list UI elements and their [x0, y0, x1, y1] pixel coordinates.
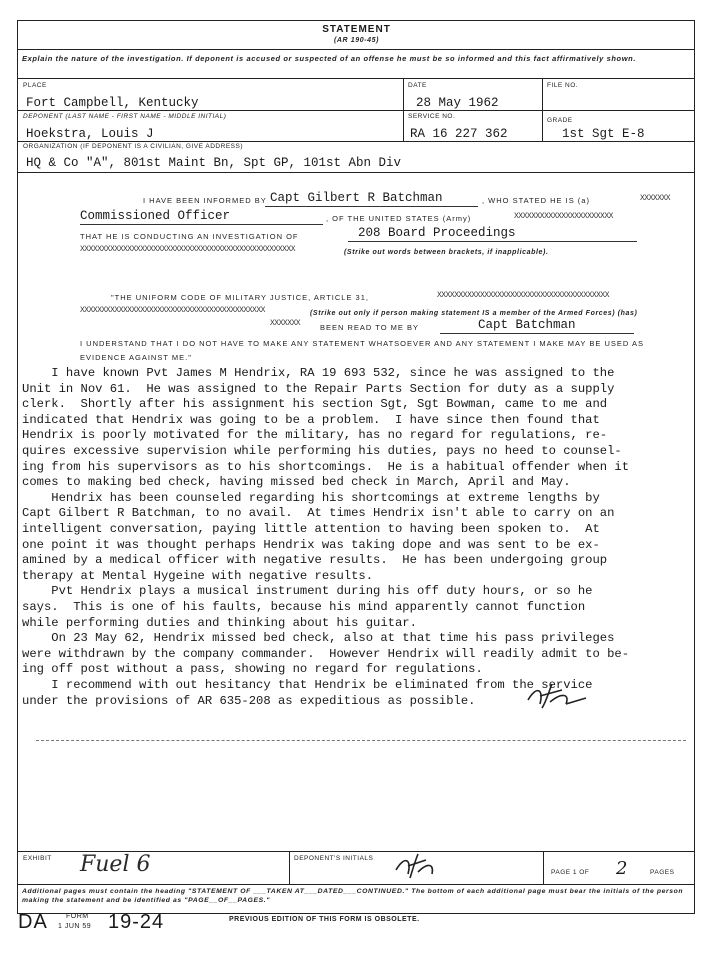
date-label: DATE — [408, 82, 427, 89]
statement-line: says. This is one of his faults, because his mind apparently cannot function — [22, 600, 586, 614]
statement-line: intelligent conversation, paying little attention to having been spoken to. At — [22, 522, 600, 536]
divider — [17, 141, 695, 142]
read-by-value — [440, 318, 634, 334]
statement-line: therapy at Mental Hygeine with negative results. — [22, 568, 374, 583]
understand-text: I UNDERSTAND THAT I DO NOT HAVE TO MAKE ANY STATEMENT WHATSOEVER AND ANY STATEMENT I MAKE MAY BE USED AS EVIDENCE AGAINST ME." — [80, 339, 644, 362]
form-instructions: Explain the nature of the investigation. If deponent is accused or suspected of an offense he must be so informed and this fact affirmatively shown. — [22, 54, 637, 63]
page-total: 2 — [616, 858, 628, 879]
informed-by-text: Capt Gilbert R Batchman — [270, 191, 443, 205]
date-value: 28 May 1962 — [416, 96, 499, 110]
service-no-label: SERVICE NO. — [408, 113, 456, 120]
additional-pages-note: Additional pages must contain the heading "STATEMENT OF ___TAKEN AT___DATED___CONTINUED." The bottom of each additional page must bear the initials of the person making the statement and be identified as "PAGE__OF__PAGES." — [22, 888, 684, 904]
preamble-line1-start: I HAVE BEEN INFORMED BY — [143, 196, 267, 205]
organization-value: HQ & Co "A", 801st Maint Bn, Spt GP, 101st Abn Div — [26, 156, 402, 170]
statement-line: ing from his supervisors as to his shortcomings. He is a habitual offender when it — [22, 459, 630, 474]
page-label-end: PAGES — [650, 869, 675, 876]
statement-line: On 23 May 62, Hendrix missed bed check, also at that time his pass privileges — [22, 631, 615, 646]
statement-line: clerk. Shortly after his assignment his section Sgt, Sgt Bowman, came to me and — [22, 397, 608, 412]
service-no-value: RA 16 227 362 — [410, 127, 508, 141]
read-by-name: Capt Batchman — [478, 318, 576, 332]
exhibit-value: Fuel 6 — [80, 852, 151, 877]
preamble-line3-start: THAT HE IS CONDUCTING AN INVESTIGATION OF — [80, 232, 299, 241]
organization-label: ORGANIZATION (IF DEPONENT IS A CIVILIAN, GIVE ADDRESS) — [23, 143, 243, 150]
grade-label: GRADE — [547, 117, 573, 124]
form-regulation: (AR 190-45) — [333, 37, 380, 44]
divider — [543, 851, 544, 884]
investigation-text: 208 Board Proceedings — [358, 226, 516, 240]
divider — [17, 110, 695, 111]
status-text: Commissioned Officer — [80, 209, 231, 223]
file-no-label: FILE NO. — [547, 82, 579, 89]
strike-only-note: (Strike out only if person making statement IS a member of the Armed Forces) (has) — [310, 310, 638, 317]
read-by-text: BEEN READ TO ME BY — [320, 323, 419, 332]
statement-line: comes to making bed check, having missed bed check in March, April and May. — [22, 475, 571, 490]
form-date: 1 JUN 59 — [58, 923, 92, 930]
divider — [17, 78, 695, 79]
struck-text: XXXXXXXXXXXXXXXXXXXXXXXXXXXXXXXXXXXXXXXXXXX — [80, 306, 265, 315]
statement-line: I have known Pvt James M Hendrix, RA 19 693 532, since he was assigned to the — [22, 366, 615, 380]
statement-line: Unit in Nov 61. He was assigned to the Repair Parts Section for duty as a supply — [22, 381, 615, 396]
deponent-label: DEPONENT (LAST NAME - FIRST NAME - MIDDLE INITIAL) — [23, 113, 227, 120]
form-number: 19-24 — [108, 911, 165, 933]
statement-line: amined by a medical officer with negative results. He has been undergoing group — [22, 553, 608, 568]
statement-line: ing off post without a pass, showing no regard for regulations. — [22, 662, 483, 677]
statement-line: indicated that Hendrix was going to be a problem. I have since then found that — [22, 412, 600, 427]
preamble-line1-end: , WHO STATED HE IS (a) — [482, 196, 590, 205]
place-value: Fort Campbell, Kentucky — [26, 96, 199, 110]
ucmj-start: "THE UNIFORM CODE OF MILITARY JUSTICE, ARTICLE 31, — [111, 293, 369, 302]
statement-line: were withdrawn by the company commander. However Hendrix will readily admit to be- — [22, 646, 630, 661]
struck-text: XXXXXXXXXXXXXXXXXXXXXXXXXXXXXXXXXXXXXXXXXXXXXXXXXX — [80, 245, 296, 254]
page-label-start: PAGE 1 OF — [551, 869, 590, 876]
form-prefix: DA — [18, 911, 48, 933]
statement-line: Capt Gilbert R Batchman, to no avail. At times Hendrix isn't able to carry on an — [22, 506, 615, 521]
grade-value: 1st Sgt E-8 — [562, 127, 645, 141]
divider — [17, 172, 695, 173]
statement-line: Hendrix is poorly motivated for the military, has no regard for regulations, re- — [22, 428, 608, 443]
exhibit-label: EXHIBIT — [23, 855, 52, 862]
deponent-value: Hoekstra, Louis J — [26, 127, 154, 141]
statement-line: while performing duties and thinking about his guitar. — [22, 615, 417, 630]
struck-text: XXXXXXX — [640, 194, 671, 203]
place-label: PLACE — [23, 82, 47, 89]
informed-by-value — [265, 191, 478, 207]
statement-line: I recommend with out hesitancy that Hendrix be eliminated from the service — [22, 678, 593, 692]
struck-text: XXXXXXXXXXXXXXXXXXXXXXX — [514, 212, 613, 221]
form-title: STATEMENT — [322, 24, 391, 35]
divider — [36, 740, 686, 741]
form-word: FORM — [66, 913, 89, 920]
statement-line: Pvt Hendrix plays a musical instrument during his off duty hours, or so he — [22, 584, 593, 599]
investigation-value — [348, 226, 637, 242]
signature-initials-mark — [522, 680, 592, 710]
statement-line: quires excessive supervision while performing his duties, pays no heed to counsel- — [22, 444, 622, 458]
previous-edition-note: PREVIOUS EDITION OF THIS FORM IS OBSOLETE. — [229, 916, 420, 923]
status-value — [80, 209, 323, 225]
statement-line: one point it was thought perhaps Hendrix was taking dope and was sent to be ex- — [22, 537, 600, 552]
preamble-line2-end: , OF THE UNITED STATES (Army) — [326, 214, 472, 223]
divider — [289, 851, 290, 884]
strike-note: (Strike out words between brackets, if inapplicable). — [344, 249, 549, 256]
initials-label: DEPONENT'S INITIALS — [294, 855, 374, 862]
struck-text: XXXXXXXXXXXXXXXXXXXXXXXXXXXXXXXXXXXXXXXX — [437, 291, 610, 300]
deponent-initials-signature — [392, 852, 442, 880]
struck-text: XXXXXXX — [270, 319, 301, 328]
statement-line: Hendrix has been counseled regarding his shortcomings at extreme lengths by — [22, 490, 600, 505]
divider — [17, 49, 695, 50]
statement-line: under the provisions of AR 635-208 as expeditious as possible. — [22, 693, 476, 708]
divider — [17, 884, 695, 885]
